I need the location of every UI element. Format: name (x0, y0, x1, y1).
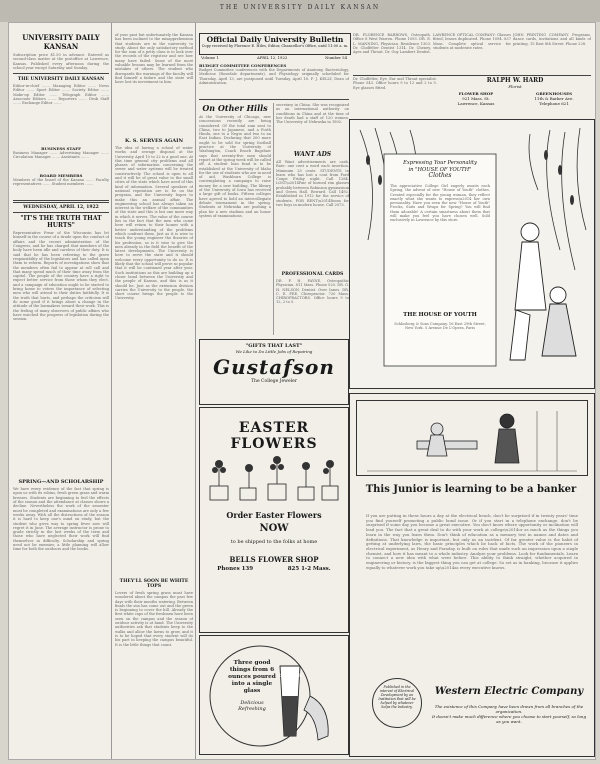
bulletin-number: Number 54 (325, 55, 347, 60)
gustafson-ad (199, 339, 349, 405)
easter-title-1: EASTER (238, 420, 310, 436)
coca-tag-2: Refreshing (238, 706, 266, 712)
ks-serves-body: The idea of having a school of water works and sewage disposal at the University April 10 to 22 is a good one. At this time general city problems and all phases of information concerning the sewer and water systems will be treated constructively. The school is open to all and it will be of great value to the small cities of the state which have need of this kind of information. Several speakers of national reputation are to be on the program, and the University hopes to make this an annual affair. The engineering school has always taken an interest in the welfare of the communities of the state and this is but one more way in which it serves. The value of the course lies in the fact that the men who come here will return to their homes with a better understanding of the problems which confront them. Just as it is wise to teach the young engineer the theories of his profession, so is it wise to give the men already in the field the benefit of the latest developments. The University is here to serve the state and it should welcome every opportunity to do so. It is likely that the school will prove so popular that it will be continued year after year. Such institutions as this are building up a closer bond between the University and the people of Kansas, and this is as it should be. Just as the extension division carries the University to the people, the short course brings the people to the University. (115, 146, 193, 301)
want-ads-top: secretary in China. She was recognized as an international authority on conditions in China and at the time of her death had a staff of 120 women. The University of Nebraska in 1892. (276, 103, 349, 125)
col2-text-top: of your past but unfortunately the Kansan has been inclined to the misapprehension that students are in the university to study. About the only satisfactory method for the sum of a petty class is to look over the records of the registrar and see how many have failed. Some of the most valuable lessons may be learned from the mistakes of others. The student who disregards the warnings of the faculty will find himself a failure and the state will have lost its investment in him. (115, 33, 193, 85)
hoy-store-name: THE HOUSE OF YOUTH (403, 312, 477, 318)
flower-shop-block (439, 91, 513, 106)
hoy-store-addr: Schlosberg & Sons Company, 16 East 29th Street, New York. 5 Avenue De L'Opera, Paris (394, 322, 486, 331)
coca-line-3: ounces poured (228, 674, 276, 680)
column-two (115, 33, 193, 755)
prof-cards-body: DR. F. H. PAYNE, Osteopathic Physician, 811 Mass. Phone 520. DR. G. H. NELSON, Dentist. Over Innes. DR. C. E. FEE, Chiropractor. 720 Mass. CHIROPRACTORS. Office hours 9 to 12, 2 to 5. (276, 279, 349, 305)
hoy-body: The appreciative College Girl eagerly awaits each Spring, the advent of new "House of Youth" clothes. Created especially for the young woman, they reflect exactly what she wants to express\u2014 her own personality. Have you seen the new "House of Youth" Frocks, Suits and Wraps for Spring? You will find them adorable! A certain smartness about them that will make you feel you have chosen well. Sold exclusively in Lawrence by this store. (390, 184, 490, 223)
masthead-info: Subscription price $1.50 in advance. Entered as second-class matter at the postoffice at Lawrence, Kansas. Published every afternoon during the school year except Saturday and Sunday. (13, 53, 109, 70)
easter-flowers-ad (199, 407, 349, 633)
flower-shop-addr1: 921 Mass. St. (462, 96, 490, 101)
small-ad-text: DR. FLORENCE BARROWS, Osteopath. Office 8 West Warren. Phone 1093. DR. E. L. MANNING, Physician. Residence 1303. Dr. Clodfelter Dentist 1314. Dr. Cheney, Ayes and Throat. Dr. Guy Lambert Dentist. (353, 33, 431, 55)
flower-shop-name: FLOWER SHOP (458, 91, 494, 96)
bulletin-date: APRIL 12, 1922 (257, 55, 288, 60)
florist-name: RALPH W. HARD (486, 77, 544, 84)
top-ad-small-mid (433, 33, 511, 73)
editorial-body: Representative Frear of the Wisconsin has let himself in the course of a tirade upon the conduct of affairs and the recent administration of the Congress, and he has charged that members of the body have been idle and careless of their duty. It is said that he has been referring to the grave responsibility of the legislators and has called upon them to reform. Reports of investigations show that the members often fail to appear at roll call and that many spend much of their time away from the capitol. The people of the country have a right to expect better service from those whom they elect, and a campaign of education ought to be started to bring home to voters the importance of selecting men who will attend to their duties faithfully. It is the truth that hurts, and perhaps the criticism will do some good if it brings about a change in the attitude of the lawmakers toward their work. This is the feeling of many observers of public affairs who have watched the progress of legislation during the session. (13, 231, 109, 322)
spring-body: We have every evidence of the fact that spring is upon us with its robins, fresh green grass and warm breezes. Students are beginning to feel the effects of the season and the attendance at classes shows a decline. Nevertheless the work of the semester must be completed and examinations are only a few weeks away. With all the distractions of the season it is hard to keep one's mind on study, but the student who gives way to spring fever now will regret it in June. The average instructor is prone to grade strictly in the last weeks of the term and those who have neglected their work will find themselves in difficulty. Scholarship and spring need not be enemies; a little planning will allow time for both the outdoors and the books. (13, 487, 109, 552)
easter-phone: Phones 139 (217, 566, 254, 572)
other-hills-title: On Other Hills (202, 103, 268, 113)
masthead-title: UNIVERSITY DAILY KANSAN (22, 33, 100, 51)
gustafson-name: Gustafson (213, 355, 335, 379)
board-members-list: Members of the board of the Kansan ....... Faculty representatives ....... Student members ....... (13, 178, 109, 187)
prof-cards-title: PROFESSIONAL CARDS (281, 272, 344, 277)
bulletin-title: Official Daily University Bulletin (206, 35, 344, 44)
greenhouse-block (517, 91, 591, 106)
easter-addr: 825 1-2 Mass. (287, 566, 331, 572)
bulletin-volume-line (199, 55, 349, 62)
gustafson-tagline: "GIFTS THAT LAST" (245, 343, 303, 349)
other-hills-body: At the University of Chicago, new concessions recently are being considered. Of the total sum sent to China, two to Japanese, and a Forth Hindu, one to a Negro and two to an East Indian. Declaring that 200 more ought to be sold for spring football practice at the University of Washington, Coach Enoch Bagshaw says that seventy-five men should report at the spring week will be called off. A student loan fund is to be established at the University of Idaho for the use of students who are in need of aid. Washburn College is contemplating a campaign to raise money for a new building. The library of the University of Iowa has received a large gift of books. Fifteen colleges have agreed to hold an intercollegiate debate tournament in the spring. Students at Nebraska are pushing a plan for a new stadium and an honor system of examinations. (199, 115, 271, 218)
business-staff-list: Business Manager ....... Advertising Manager ....... Circulation Manager ....... Assistants ....... (13, 151, 109, 160)
we-brand: Western Electric Company (434, 686, 584, 697)
want-ads-column (276, 103, 349, 335)
coca-cola-illustration (200, 636, 348, 754)
running-head: THE UNIVERSITY DAILY KANSAN (219, 4, 381, 11)
coca-line-4: into a single (231, 681, 273, 687)
top-ad-body: Dr. Clodfelter, Eye, Ear and Throat specialist. Phone 543. Office hours 9 to 12 and 2 to 5. Eye glasses fitted. (353, 77, 437, 90)
we-footer-2: It doesn't make much difference where you choose to start yourself, so long as you want. (431, 714, 587, 724)
newspaper-page (8, 22, 596, 760)
column-rule (195, 23, 196, 759)
bulletin-notice: Copy received by Florence E. Hiles, Editor, Chancellor's Office, until 11:00 a. m. (201, 44, 349, 48)
coca-line-1: Three good (233, 660, 271, 666)
coca-cola-brand: Coca-Cola (279, 674, 303, 679)
staff-list: Editor-in-chief ....... Managing Editor ....... News Editor ....... Sport Editor ....... Society Editor ....... Make-up Editor ....... Telegraph Editor ....... Associate Editors ....... Reporters ....... Desk Staff ....... Exchange Editor ....... (13, 84, 109, 106)
western-electric-ad (349, 393, 595, 757)
date-line: WEDNESDAY, APRIL 12, 1922 (23, 205, 99, 211)
gustafson-role: The College Jeweler (251, 379, 297, 384)
easter-title-2: FLOWERS (230, 436, 318, 452)
spring-headline: SPRING—AND SCHOLARSHIP (18, 479, 104, 486)
we-illustration (357, 401, 587, 475)
we-footer-1: The existence of this Company have been drawn from all branches of the organization. (434, 704, 584, 714)
greenhouse-addr1: 11th & Barker Ave. (534, 96, 574, 101)
bulletin-notices (199, 63, 349, 97)
budget-body: Budget Committee conferences with the Departments of Anatomy, Bacteriology, Medicine (Rosedale departments), and Physiology originally scheduled for Thursday, April 13, are postponed until Tuesday, April 18. F. J. KELLY, Dean of Administration. (199, 68, 349, 85)
hoy-headline-1: Expressing Your Personality (403, 160, 477, 166)
column-masthead (13, 33, 109, 755)
easter-deliver: to be shipped to the folks at home (230, 539, 318, 545)
we-headline: This Junior is learning to be a banker (365, 484, 577, 495)
coca-cola-tags (222, 700, 282, 712)
other-hills-column (199, 103, 271, 335)
greenhouse-addr2: Telephone 621 (539, 101, 569, 106)
editorial-headline: "IT'S THE TRUTH THAT HURTS" (20, 215, 102, 230)
top-ad-small-left (353, 33, 431, 73)
easter-now: NOW (259, 523, 289, 534)
we-illustration-frame (356, 400, 588, 476)
we-seal: Published in the interest of Electrical Development by an Institution that will be helped by whatever helps the Industry. (372, 678, 422, 728)
flower-shop-addr2: Lawrence, Kansas (457, 101, 495, 106)
easter-contact (200, 566, 348, 572)
hoy-headline-3: Clothes (428, 172, 452, 179)
florist-title: Florist (508, 84, 522, 89)
budget-headline: BUDGET COMMITTEE CONFERENCES (199, 63, 287, 68)
top-ad-small-right (513, 33, 591, 73)
column-rule (111, 23, 112, 759)
top-ad-text (353, 77, 437, 115)
we-body: If you are putting in these hours a day at the electrical bench, don't be surprised if in twenty years' time you find yourself promoting a public bond issue. Or if you start in a telephone exchange, don't be surprised if some day you become a great executive. You don't know where opportunity or inclination will lead you. The fact that a great deal to do with your work at college\u2014or as much as the things you learn in the way you learn them. Don't think of education as a memory test in names and dates and definitions. That knowledge is important, but only as an incident. Of far greater value is the habit of getting at underlying laws, the basic principles which lie back of facts. The work of the pioneers in electrical experiment, as Henry and Faraday, is built on rules that made such an impression upon a single chemist, and how it has meant to a whole industry. Analyze your problems. Look for fundamentals. Learn to connect a new idea with what went before. This ability to think straight, whether acquired in engineering or history, is the biggest thing you can get at college. So set as in banking, because it applies equally to whatever work you take up\u2014as every executive knows. (366, 513, 578, 570)
want-ads-title: WANT ADS (293, 151, 332, 158)
easter-shop: BELLS FLOWER SHOP (229, 555, 319, 564)
want-ads-body: All Want advertisements are cash. Rate: one cent a word each insertion. Minimum 25 cents. STUDENTS to learn who has lost a coat from Ford Coupe Friday night. Call 1284. LOST\u2014Pair of horned rim glasses probably between Robinson gymnasium and Green Hall. Reward. Call 1492. Established in 1912 for the service of students. FOR RENT\u2014Room for two boys in modern house. Call 2073. (276, 160, 349, 207)
coca-line-5: glass (243, 688, 261, 694)
small-ad-text-2: LAWRENCE OPTICAL COMPANY: Glasses fitted, lenses duplicated. Phone 1094. 837 Mass. Complete optical service for students at moderate rates. (433, 33, 511, 50)
white-tops-headline: THEY'LL SOON BE WHITE TOPS (119, 579, 189, 589)
column-rule (273, 103, 274, 335)
board-members-head: BOARD MEMBERS (39, 173, 83, 179)
white-tops-body: Lovers of fresh spring grass must have wondered about the campus the past few days with their mouths watering. Between finals the sun has come out and the green is beginning to cover the hill. Already the first white caps of the freshmen have been seen on the campus and the season of outdoor activity is at hand. The University authorities ask that students keep to the walks and allow the lawns to grow, and it is to be hoped that every student will do his part in keeping the campus beautiful. It is the little things that count. (115, 591, 193, 647)
masthead-subtitle: THE UNIVERSITY DAILY KANSAN (17, 77, 105, 83)
greenhouse-name: GREENHOUSES (535, 91, 573, 96)
page-top-strip (0, 0, 600, 22)
ks-serves-headline: K. S. SERVES AGAIN (124, 138, 184, 144)
easter-flowers-illustration (200, 454, 346, 504)
hoy-headline-2: in "HOUSE OF YOUTH" (408, 166, 472, 173)
coca-tag-1: Delicious (240, 700, 264, 706)
coca-line-2: things from 6 (229, 667, 275, 673)
bulletin-volume: Volume 1 (201, 55, 219, 60)
gustafson-sub: We Like to Do Little Jobs of Repairing (235, 349, 313, 354)
small-ad-text-3: JOHN PRINTING COMPANY. Programs, dance cards, invitations and all kinds of printing. 15 East 8th Street. Phone 228. (513, 33, 591, 46)
business-staff-head: BUSINESS STAFF (41, 146, 81, 152)
house-of-youth-ad (349, 119, 595, 389)
we-footer (430, 704, 588, 724)
bulletin-box (199, 33, 351, 55)
coca-cola-ad (199, 635, 349, 755)
easter-order: Order Easter Flowers (226, 510, 322, 520)
florist-ad (439, 77, 591, 115)
hoy-headline (388, 160, 492, 180)
